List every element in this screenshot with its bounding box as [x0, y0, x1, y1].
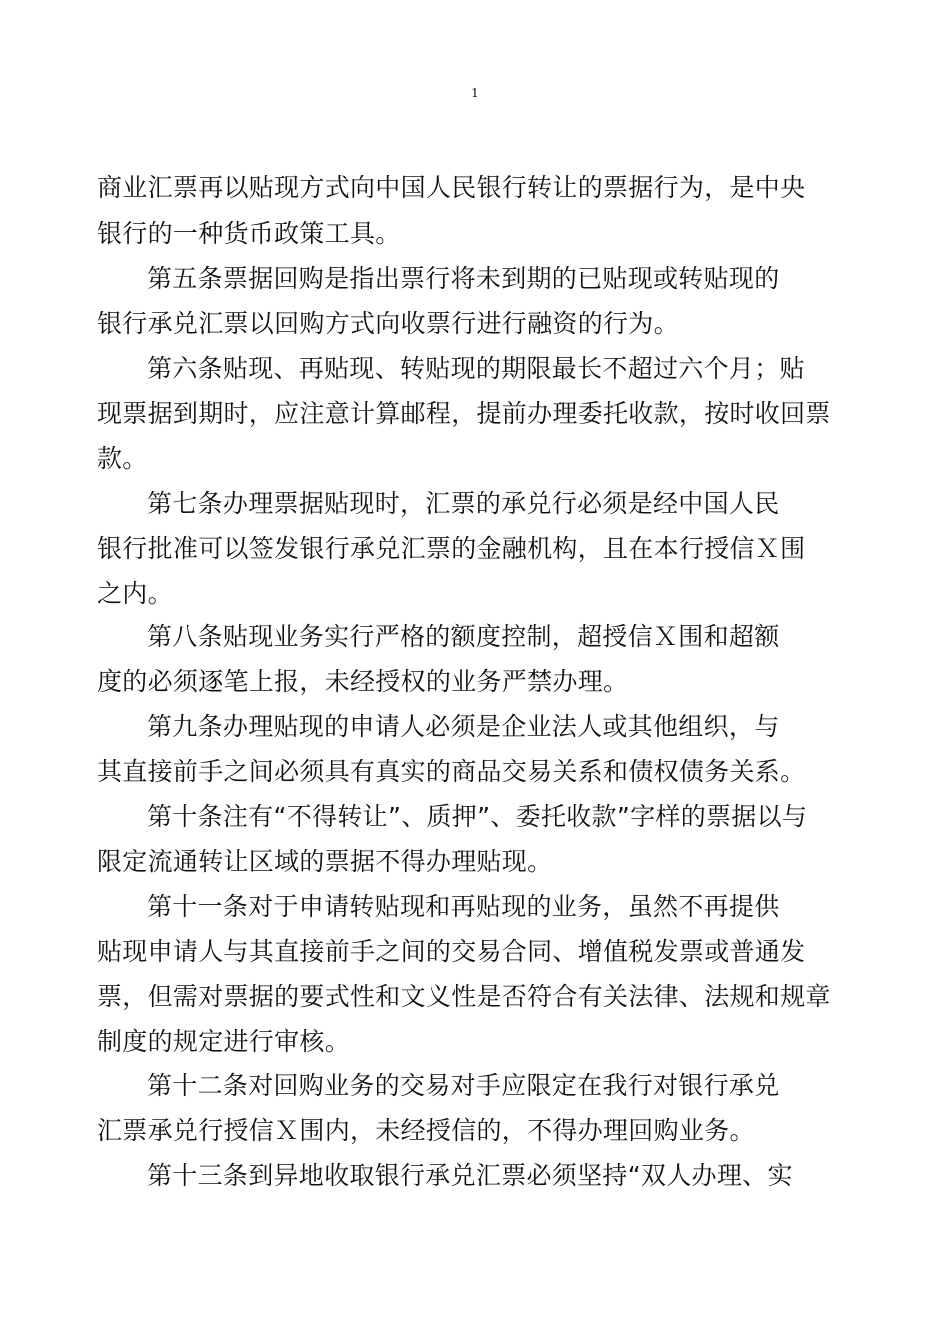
- text-line: 度的必须逐笔上报，未经授权的业务严禁办理。: [97, 667, 629, 696]
- text-line: 汇票承兑行授信Ｘ围内，未经授信的，不得办理回购业务。: [97, 1116, 755, 1145]
- text-line: 第七条办理票据贴现时，汇票的承兑行必须是经中国人民: [147, 489, 780, 518]
- text-line: 第十三条到异地收取银行承兑汇票必须坚持“双人办理、实: [147, 1161, 793, 1190]
- text-line: 第十条注有“不得转让”、质押”、委托收款”字样的票据以与: [147, 802, 808, 831]
- text-line: 第十二条对回购业务的交易对手应限定在我行对银行承兑: [147, 1071, 780, 1100]
- text-line: 第六条贴现、再贴现、转贴现的期限最长不超过六个月；贴: [147, 354, 805, 383]
- text-line: 其直接前手之间必须具有真实的商品交易关系和债权债务关系。: [97, 757, 806, 786]
- text-line: 之内。: [97, 579, 173, 608]
- text-line: 第五条票据回购是指出票行将未到期的已贴现或转贴现的: [147, 264, 780, 293]
- text-line: 第九条办理贴现的申请人必须是企业法人或其他组织，与: [147, 712, 780, 741]
- text-line: 银行的一种货币政策工具。: [97, 219, 401, 248]
- text-line: 票，但需对票据的要式性和文义性是否符合有关法律、法规和规章: [97, 982, 831, 1011]
- text-line: 款。: [97, 444, 148, 473]
- text-line: 限定流通转让区域的票据不得办理贴现。: [97, 847, 553, 876]
- text-line: 第八条贴现业务实行严格的额度控制，超授信Ｘ围和超额: [147, 622, 780, 651]
- text-line: 银行批准可以签发银行承兑汇票的金融机构，且在本行授信Ｘ围: [97, 534, 806, 563]
- text-line: 第十一条对于申请转贴现和再贴现的业务，虽然不再提供: [147, 892, 780, 921]
- text-line: 商业汇票再以贴现方式向中国人民银行转让的票据行为，是中央: [97, 173, 806, 202]
- text-line: 银行承兑汇票以回购方式向收票行进行融资的行为。: [97, 309, 679, 338]
- text-line: 制度的规定进行审核。: [97, 1027, 351, 1056]
- text-line: 现票据到期时，应注意计算邮程，提前办理委托收款，按时收回票: [97, 399, 831, 428]
- text-line: 贴现申请人与其直接前手之间的交易合同、增值税发票或普通发: [97, 937, 806, 966]
- page-number: 1: [471, 86, 479, 100]
